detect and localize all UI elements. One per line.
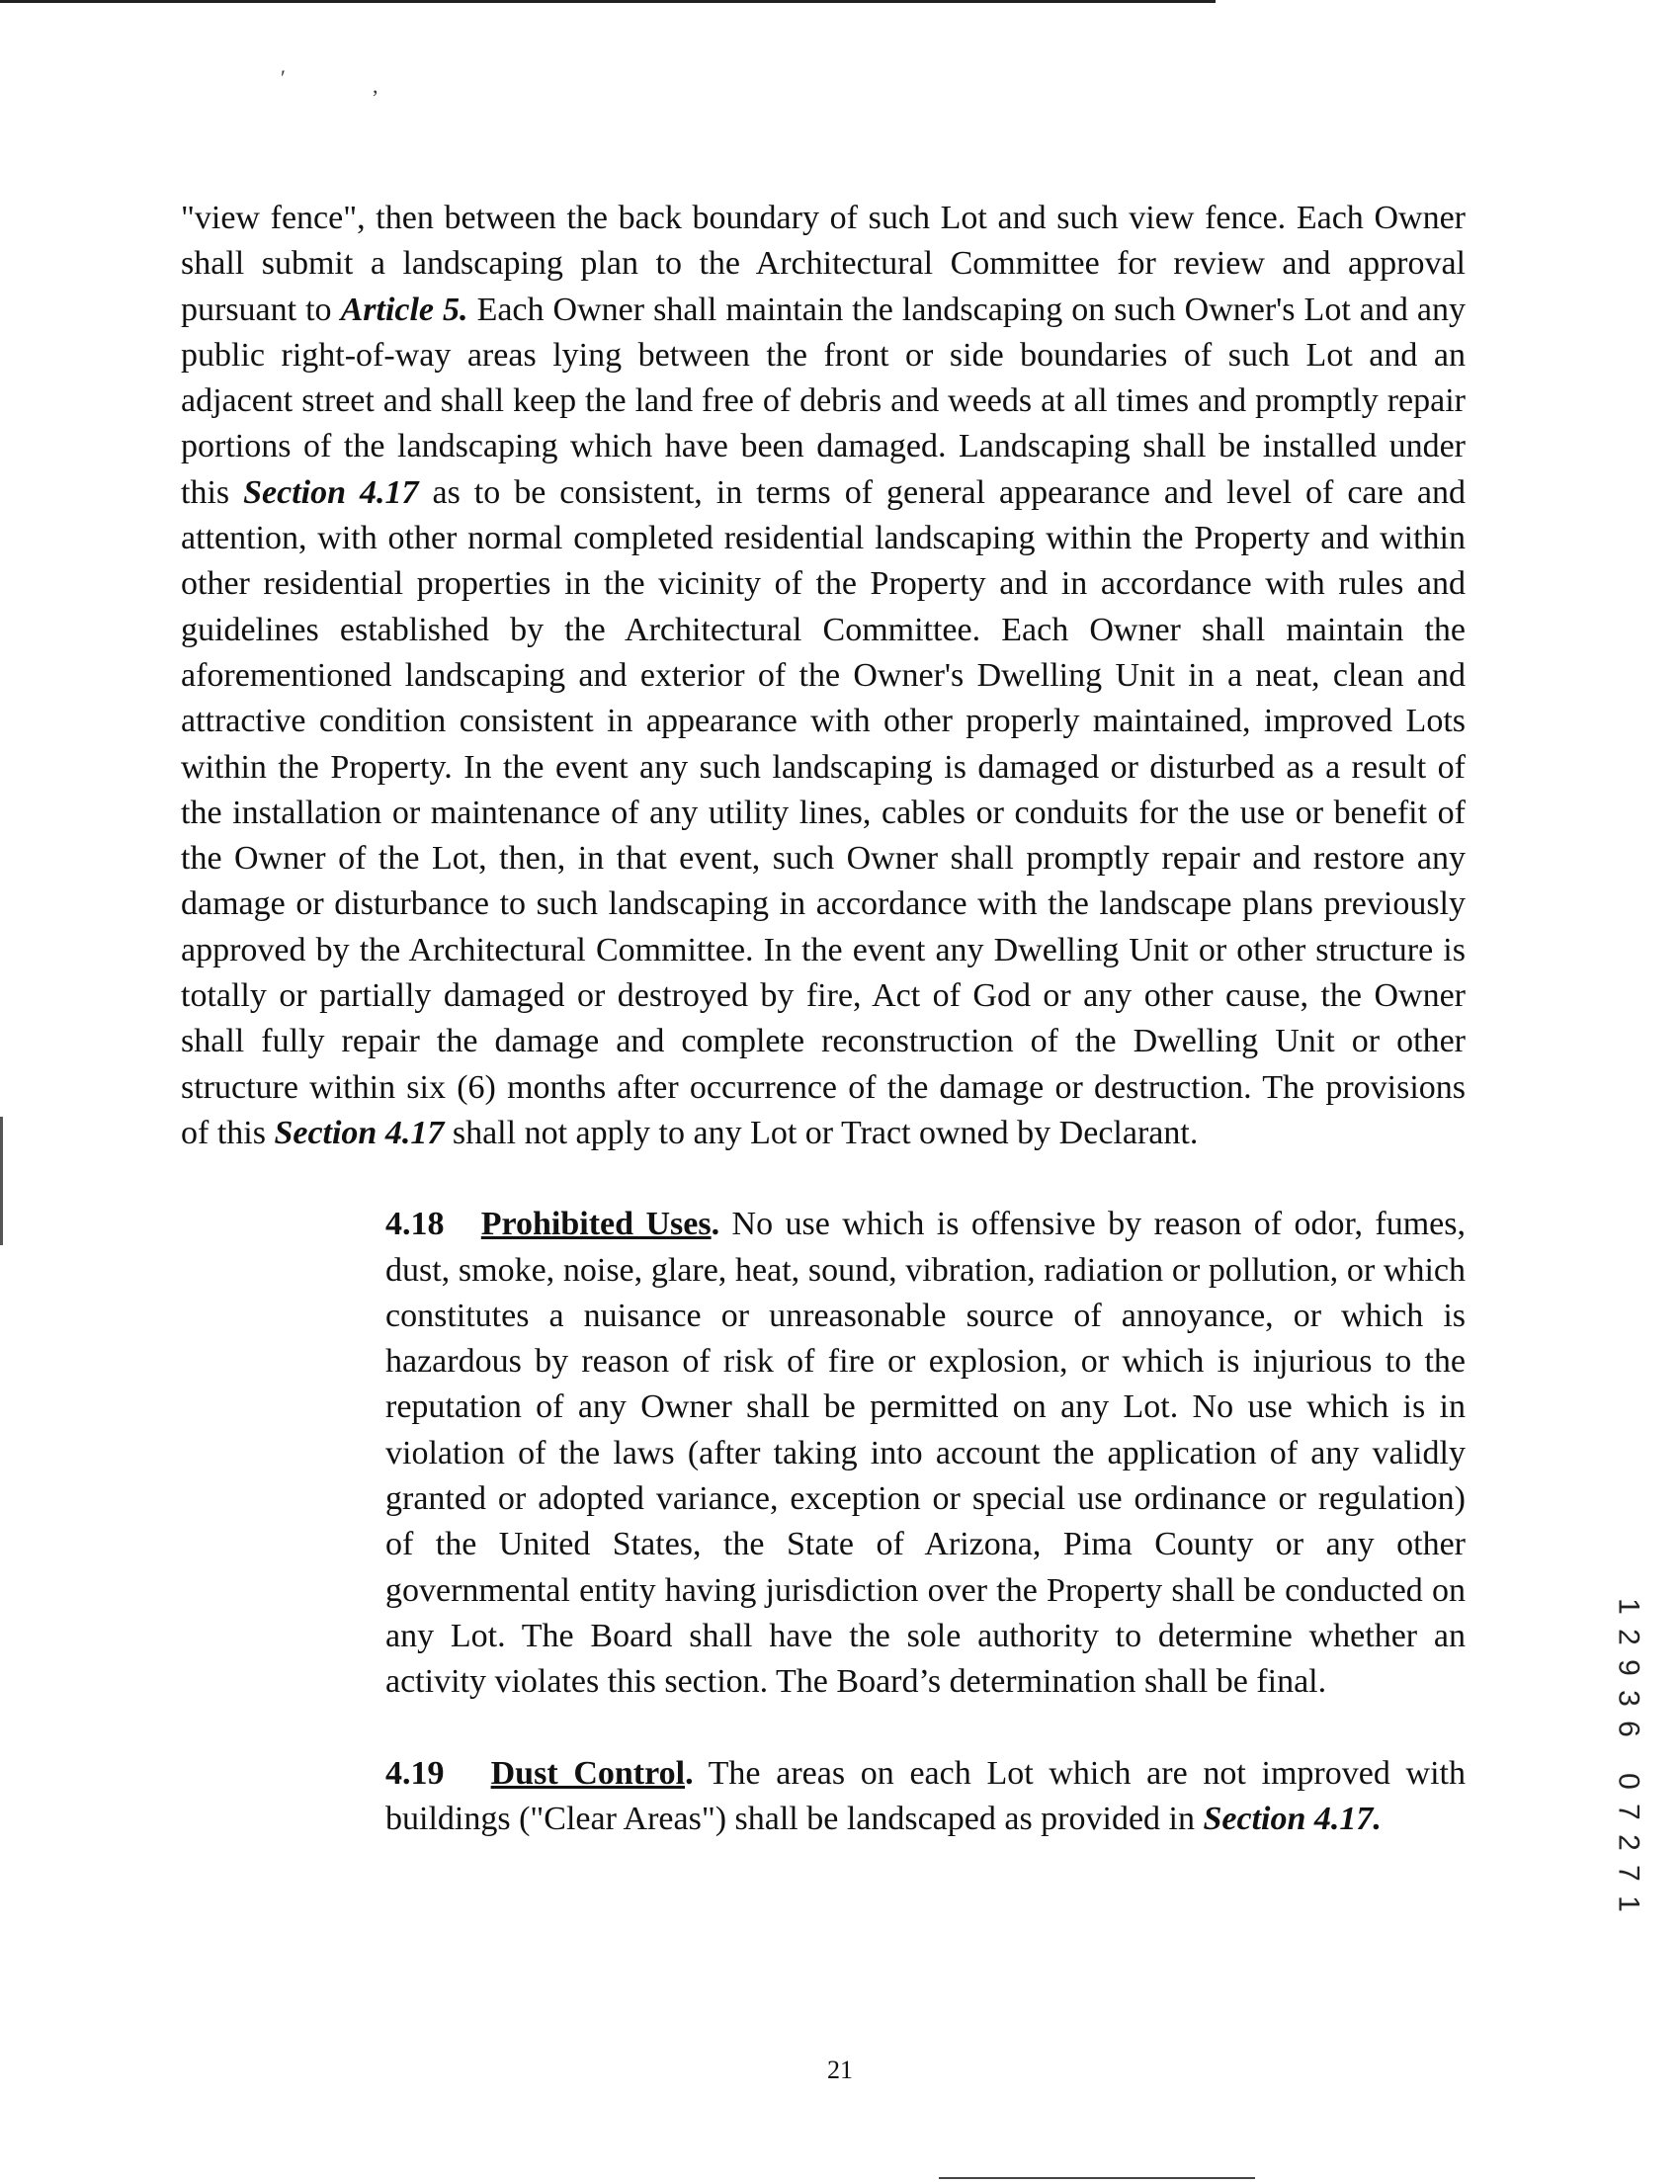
- section-heading: Prohibited Uses: [480, 1206, 712, 1243]
- stamp-digit: 7: [1612, 1865, 1645, 1882]
- paragraph-gap: [181, 1706, 1466, 1751]
- left-scan-edge: [0, 1117, 3, 1245]
- section-4-19: 4.19 Dust Control. The areas on each Lot which are not improved with buildings ("Clear Areas") shall be landscaped as provided in Section 4.17.: [385, 1754, 1466, 1837]
- section-reference: Section 4.17: [243, 473, 419, 511]
- paragraph-text: Each Owner shall maintain the landscaping on such Owner's Lot and any public right-of-way areas lying between the front or side boundaries of such Lot and an adjacent street and shall keep the land free of debris and weeds at all times and promptly repair portions of the landscaping which have been damaged. Landscaping shall be installed under this: [181, 291, 1466, 511]
- page-number: 21: [827, 2056, 853, 2084]
- section-heading: Dust Control: [490, 1754, 686, 1792]
- stamp-digit: 0: [1612, 1773, 1645, 1790]
- section-number: 4.18: [385, 1206, 445, 1243]
- paragraph-text: shall not apply to any Lot or Tract owned by Declarant.: [444, 1114, 1199, 1151]
- paragraph-gap: [181, 1156, 1466, 1202]
- stamp-digit: 9: [1612, 1659, 1645, 1676]
- paragraph-4-17-continued: [181, 196, 1466, 1156]
- section-reference: Section 4.17.: [1203, 1800, 1382, 1837]
- scan-speck: ,: [373, 73, 378, 98]
- stamp-digit: 3: [1612, 1690, 1645, 1707]
- paragraph-text: "view fence", then between the back boundary of such Lot and such view fence. Each Owner shall submit a landscaping plan to the Architectural Committee for review and approval pursuant to: [181, 200, 1466, 328]
- section-reference: Section 4.17: [274, 1114, 445, 1151]
- section-body: No use which is offensive by reason of odor, fumes, dust, smoke, noise, glare, heat, sound, vibration, radiation or pollution, or which constitutes a nuisance or unreasonable source of annoyance, or which is hazardous by reason of risk of fire or explosion, or which is injurious to the reputation of any Owner shall be permitted on any Lot. No use which is in violation of the laws (after taking into account the application of any validly granted or adopted variance, exception or special use ordinance or regulation) of the United States, the State of Arizona, Pima County or any other governmental entity having jurisdiction over the Property shall be conducted on any Lot. The Board shall have the sole authority to determine whether an activity violates this section. The Board’s determination shall be final.: [385, 1206, 1466, 1701]
- stamp-digit: 6: [1612, 1721, 1645, 1737]
- document-body: [181, 196, 1466, 1842]
- section-body: The areas on each Lot which are not improved with buildings ("Clear Areas") shall be landscaped as provided in: [385, 1754, 1466, 1837]
- paragraph-text: as to be consistent, in terms of general appearance and level of care and attention, with other normal completed residential landscaping within the Property and within other residential properties in the vicinity of the Property and in accordance with rules and guidelines established by the Architectural Committee. Each Owner shall maintain the aforementioned landscaping and exterior of the Owner's Dwelling Unit in a neat, clean and attractive condition consistent in appearance with other properly maintained, improved Lots within the Property. In the event any such landscaping is damaged or disturbed as a result of the installation or maintenance of any utility lines, cables or conduits for the use or benefit of the Owner of the Lot, then, in that event, such Owner shall promptly repair and restore any damage or disturbance to such landscaping in accordance with the landscape plans previously approved by the Architectural Committee. In the event any Dwelling Unit or other structure is totally or partially damaged or destroyed by fire, Act of God or any other cause, the Owner shall fully repair the damage and complete reconstruction of the Dwelling Unit or other structure within six (6) months after occurrence of the damage or destruction. The provisions of this: [181, 473, 1466, 1151]
- section-number: 4.19: [385, 1754, 445, 1792]
- scan-speck: ′: [281, 65, 286, 90]
- section-4-18: 4.18 Prohibited Uses. No use which is offensive by reason of odor, fumes, dust, smoke, noise, glare, heat, sound, vibration, radiation or pollution, or which constitutes a nuisance or unreasonable source of annoyance, or which is hazardous by reason of risk of fire or explosion, or which is injurious to the reputation of any Owner shall be permitted on any Lot. No use which is in violation of the laws (after taking into account the application of any validly granted or adopted variance, exception or special use ordinance or regulation) of the United States, the State of Arizona, Pima County or any other governmental entity having jurisdiction over the Property shall be conducted on any Lot. The Board shall have the sole authority to determine whether an activity violates this section. The Board’s determination shall be final.: [385, 1206, 1466, 1701]
- article-reference: Article 5.: [340, 291, 468, 328]
- stamp-digit: 2: [1612, 1629, 1645, 1645]
- stamp-digit: 1: [1612, 1895, 1645, 1912]
- top-scan-edge: [0, 0, 1216, 3]
- stamp-digit: 2: [1612, 1834, 1645, 1851]
- recording-stamp: [1609, 1591, 1648, 1919]
- stamp-digit: 7: [1612, 1804, 1645, 1820]
- stamp-digit: 1: [1612, 1598, 1645, 1615]
- bottom-scan-edge: [939, 2177, 1255, 2179]
